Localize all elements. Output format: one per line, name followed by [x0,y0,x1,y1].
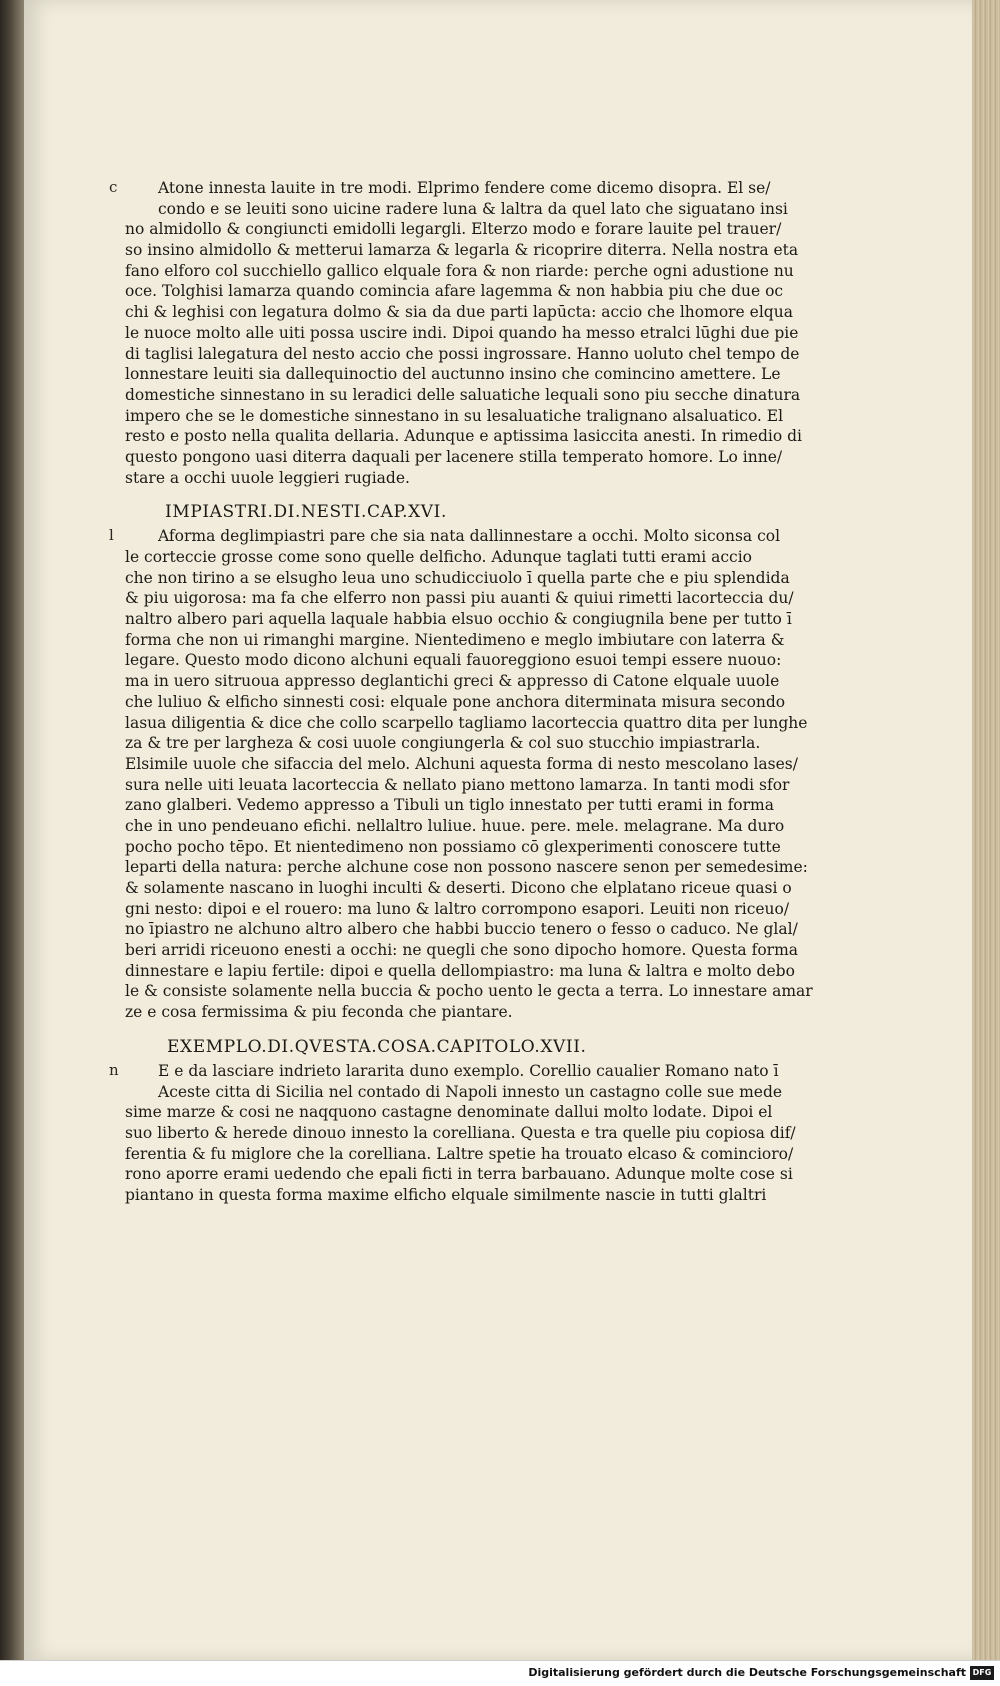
text-line: di taglisi lalegatura del nesto accio che possi ingrossare. Hanno uoluto chel tempo de [125,344,800,363]
text-line: E e da lasciare indrieto lararita duno exemplo. Corellio caualier Romano nato ī [158,1061,779,1080]
text-line: za & tre per largheza & cosi uuole congiungerla & col suo stucchio impiastrarla. [125,734,761,753]
text-line: lasua diligentia & dice che collo scarpello tagliamo lacorteccia quattro dita per lunghe [125,713,808,732]
text-line: & piu uigorosa: ma fa che elferro non passi piu auanti & quiui rimetti lacorteccia du/ [125,589,794,608]
text-line: beri arridi riceuono enesti a occhi: ne quegli che sono dipocho homore. Questa forma [125,941,799,960]
text-line: stare a occhi uuole leggieri rugiade. [125,468,410,487]
text-line: lonnestare leuiti sia dallequinoctio del auctunno insino che comincino amettere. Le [125,365,781,384]
text-column [109,178,813,1206]
section-exemplo [109,1060,796,1206]
text-line: pocho pocho tēpo. Et nientedimeno non possiamo cō glexperimenti conoscere tutte [125,837,781,856]
section-grafting-vines [109,178,802,488]
text-line: oce. Tolghisi lamarza quando comincia afare lagemma & non habbia piu che due oc [125,282,784,301]
text-line: Aforma deglimpiastri pare che sia nata dallinnestare a occhi. Molto siconsa col [158,527,781,546]
text-line: Aceste citta di Sicilia nel contado di Napoli innesto un castagno colle sue mede [158,1082,783,1101]
text-line: che non tirino a se elsugho leua uno schudicciuolo ī quella parte che e piu splendida [125,568,790,587]
text-line: le corteccie grosse come sono quelle delficho. Adunque taglati tutti erami accio [125,548,753,566]
guide-letter: n [109,1060,119,1079]
text-line: Atone innesta lauite in tre modi. Elprimo fendere come dicemo disopra. El se/ [158,179,771,197]
text-line: le nuoce molto alle uiti possa uscire indi. Dipoi quando ha messo etralci lūghi due pie [125,323,799,342]
text-line: suo liberto & herede dinouo innesto la corelliana. Questa e tra quelle piu copiosa dif/ [125,1123,796,1142]
text-line: zano glalberi. Vedemo appresso a Tibuli un tiglo innestato per tutti erami in forma [125,796,774,815]
footer-bar [0,1660,1000,1686]
text-line: so insino almidollo & metterui lamarza & legarla & ricoprire diterra. Nella nostra eta [125,241,799,260]
text-line: che luliuo & elficho sinnesti cosi: elquale pone anchora diterminata misura secondo [125,692,786,711]
text-line: naltro albero pari aquella laquale habbia elsuo occhio & congiugnila bene per tutto ī [125,610,792,629]
text-line: dinnestare e lapiu fertile: dipoi e quella dellompiastro: ma luna & laltra e molto debo [125,961,795,980]
text-line: questo pongono uasi diterra daquali per lacenere stilla temperato homore. Lo inne/ [125,447,783,466]
book-binding-edge [0,0,24,1660]
footer-credit: Digitalisierung gefördert durch die Deutsche Forschungsgemeinschaft [528,1666,966,1679]
page-stack-edge [972,0,1000,1660]
text-line: leparti della natura: perche alchune cose non possono nascere senon per semedesime: [125,858,808,877]
text-line: condo e se leuiti sono uicine radere luna & laltra da quel lato che siguatano insi [158,199,788,218]
text-line: ma in uero sitruoua appresso deglantichi greci & appresso di Catone elquale uuole [125,672,780,691]
text-line: resto e posto nella qualita dellaria. Adunque e aptissima lasiccita anesti. In rimedio di [125,427,802,446]
section-impiastri [109,526,813,1023]
text-line: impero che se le domestiche sinnestano in su lesaluatiche tralignano alsaluatico. El [125,406,784,425]
text-line: piantano in questa forma maxime elficho elquale similmente nascie in tutti glaltri [125,1185,767,1204]
chapter-heading-xvi: IMPIASTRI.DI.NESTI.CAP.XVI. [165,502,447,523]
text-line: sime marze & cosi ne naqquono castagne denominate dallui molto lodate. Dipoi el [125,1103,773,1122]
text-line: legare. Questo modo dicono alchuni equali fauoreggiono esuoi tempi essere nuouo: [125,651,782,670]
guide-letter: l [109,526,114,545]
dfg-logo: DFG [970,1666,994,1680]
text-line: le & consiste solamente nella buccia & pocho uento le gecta a terra. Lo innestare amar [125,982,813,1001]
text-line: chi & leghisi con legatura dolmo & sia da due parti lapūcta: accio che lhomore elqua [125,303,793,322]
text-line: sura nelle uiti leuata lacorteccia & nellato piano mettono lamarza. In tanti modi sfor [125,775,790,794]
text-line: no almidollo & congiuncti emidolli legargli. Elterzo modo e forare lauite pel trauer/ [125,220,782,239]
text-line: no īpiastro ne alchuno altro albero che habbi buccio tenero o fesso o caduco. Ne glal/ [125,920,798,939]
text-line: che in uno pendeuano efichi. nellaltro luliue. huue. pere. mele. melagrane. Ma duro [125,816,785,835]
text-line: ferentia & fu miglore che la corelliana. Laltre spetie ha trouato elcaso & comincioro/ [125,1144,794,1163]
text-line: rono aporre erami uedendo che epali ficti in terra barbauano. Adunque molte cose si [125,1165,793,1184]
guide-letter: c [109,178,118,196]
text-line: forma che non ui rimanghi margine. Nientedimeno e meglo imbiutare con laterra & [125,630,785,649]
text-line: domestiche sinnestano in su leradici delle saluatiche lequali sono piu secche dinatura [125,385,801,404]
text-line: fano elforo col succhiello gallico elquale fora & non riarde: perche ogni adustione nu [125,261,794,280]
chapter-heading-xvii: EXEMPLO.DI.QVESTA.COSA.CAPITOLO.XVII. [167,1036,587,1057]
text-line: & solamente nascano in luoghi inculti & deserti. Dicono che elplatano riceue quasi o [125,879,792,897]
text-line: gni nesto: dipoi e el rouero: ma luno & laltro corrompono esapori. Leuiti non riceuo/ [125,899,790,918]
text-line: ze e cosa fermissima & piu feconda che piantare. [125,1003,513,1022]
text-line: Elsimile uuole che sifaccia del melo. Alchuni aquesta forma di nesto mescolano lases/ [125,754,798,773]
